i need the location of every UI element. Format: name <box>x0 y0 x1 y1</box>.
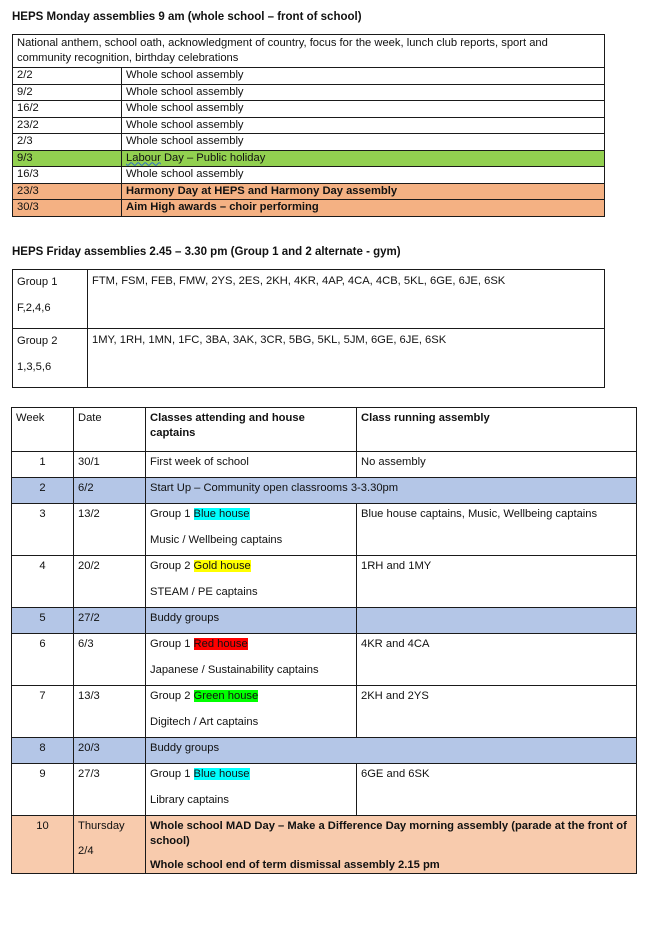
spellcheck-word: Labour <box>126 151 161 164</box>
monday-event: Whole school assembly <box>122 167 605 184</box>
week-classes <box>146 504 357 556</box>
week-number: 6 <box>12 634 74 686</box>
group-cell <box>13 270 88 329</box>
week-running <box>357 608 637 634</box>
table-row <box>13 329 605 388</box>
week-date: 20/3 <box>74 738 146 764</box>
table-row <box>12 738 637 764</box>
monday-event: Whole school assembly <box>122 134 605 151</box>
table-row <box>12 608 637 634</box>
header-week: Week <box>12 408 74 452</box>
table-row <box>12 816 637 874</box>
monday-event: Harmony Day at HEPS and Harmony Day assembly <box>122 183 605 200</box>
house-label: Blue house <box>193 508 250 520</box>
table-row-holiday <box>13 150 605 167</box>
week-number: 5 <box>12 608 74 634</box>
header-date: Date <box>74 408 146 452</box>
captains-label: Library captains <box>150 793 229 806</box>
week-number: 1 <box>12 452 74 478</box>
week-date: 6/3 <box>74 634 146 686</box>
table-row <box>13 134 605 151</box>
week-date <box>74 816 146 874</box>
week-classes: Buddy groups <box>146 608 357 634</box>
house-label: Gold house <box>193 560 251 572</box>
monday-date: 9/2 <box>13 84 122 101</box>
group-classes: 1MY, 1RH, 1MN, 1FC, 3BA, 3AK, 3CR, 5BG, 5KL, 5JM, 6GE, 6JE, 6SK <box>88 329 605 388</box>
week-running: 6GE and 6SK <box>357 764 637 816</box>
week-running: 1RH and 1MY <box>357 556 637 608</box>
table-row <box>12 504 637 556</box>
house-label: Green house <box>193 690 259 702</box>
table-row <box>12 634 637 686</box>
table-row <box>12 764 637 816</box>
week-date: 20/2 <box>74 556 146 608</box>
group-classes: FTM, FSM, FEB, FMW, 2YS, 2ES, 2KH, 4KR, 4AP, 4CA, 4CB, 5KL, 6GE, 6JE, 6SK <box>88 270 605 329</box>
monday-event: Whole school assembly <box>122 101 605 118</box>
table-header-row <box>12 408 637 452</box>
table-row <box>13 68 605 85</box>
table-row <box>12 452 637 478</box>
date-day: Thursday <box>78 820 125 832</box>
monday-date: 23/2 <box>13 117 122 134</box>
table-row <box>13 101 605 118</box>
group-label: Group 1 <box>150 768 194 780</box>
group-years: 1,3,5,6 <box>17 361 52 373</box>
monday-event: Whole school assembly <box>122 68 605 85</box>
table-row <box>12 556 637 608</box>
mad-day-line: Whole school MAD Day – Make a Difference Day morning assembly (parade at the front of school) <box>150 820 627 847</box>
group-cell <box>13 329 88 388</box>
monday-date: 2/2 <box>13 68 122 85</box>
group-name: Group 1 <box>17 276 58 288</box>
table-row <box>12 686 637 738</box>
group-label: Group 1 <box>150 508 194 520</box>
table-row <box>13 167 605 184</box>
week-number: 10 <box>12 816 74 874</box>
header-classes: Classes attending and house captains <box>146 408 357 452</box>
monday-heading: HEPS Monday assemblies 9 am (whole school – front of school) <box>12 11 362 23</box>
group-name: Group 2 <box>17 335 58 347</box>
captains-label: Digitech / Art captains <box>150 715 259 728</box>
week-running: 2KH and 2YS <box>357 686 637 738</box>
group-label: Group 2 <box>150 690 194 702</box>
dismissal-line: Whole school end of term dismissal assembly 2.15 pm <box>150 859 440 872</box>
group-label: Group 2 <box>150 560 194 572</box>
week-date: 13/2 <box>74 504 146 556</box>
week-classes <box>146 556 357 608</box>
captains-label: STEAM / PE captains <box>150 585 258 598</box>
week-number: 9 <box>12 764 74 816</box>
monday-date: 9/3 <box>13 150 122 167</box>
week-number: 3 <box>12 504 74 556</box>
week-date: 27/2 <box>74 608 146 634</box>
week-span-text: Start Up – Community open classrooms 3-3.30pm <box>146 478 637 504</box>
house-label: Red house <box>193 638 248 650</box>
table-row-highlight <box>13 183 605 200</box>
monday-event: Aim High awards – choir performing <box>122 200 605 217</box>
table-row <box>13 117 605 134</box>
week-date: 27/3 <box>74 764 146 816</box>
date-value: 2/4 <box>78 844 94 857</box>
monday-event: Whole school assembly <box>122 84 605 101</box>
week-number: 7 <box>12 686 74 738</box>
house-label: Blue house <box>193 768 250 780</box>
week-running: 4KR and 4CA <box>357 634 637 686</box>
week-classes <box>146 764 357 816</box>
friday-groups-table <box>12 269 605 388</box>
captains-label: Japanese / Sustainability captains <box>150 663 319 676</box>
week-running: No assembly <box>357 452 637 478</box>
event-rest: Day – Public holiday <box>160 151 266 164</box>
table-row-highlight <box>13 200 605 217</box>
week-span-text <box>146 816 637 874</box>
monday-date: 16/3 <box>13 167 122 184</box>
week-date: 6/2 <box>74 478 146 504</box>
monday-date: 23/3 <box>13 183 122 200</box>
monday-date: 2/3 <box>13 134 122 151</box>
header-running: Class running assembly <box>357 408 637 452</box>
week-number: 2 <box>12 478 74 504</box>
table-row <box>13 84 605 101</box>
group-label: Group 1 <box>150 638 194 650</box>
table-row <box>12 478 637 504</box>
monday-event: Whole school assembly <box>122 117 605 134</box>
monday-date: 16/2 <box>13 101 122 118</box>
table-row <box>13 270 605 329</box>
week-running: Blue house captains, Music, Wellbeing captains <box>357 504 637 556</box>
weekly-schedule-table <box>11 407 637 874</box>
week-classes <box>146 634 357 686</box>
week-number: 4 <box>12 556 74 608</box>
group-years: F,2,4,6 <box>17 302 51 314</box>
monday-date: 30/3 <box>13 200 122 217</box>
monday-table <box>12 34 605 217</box>
week-date: 13/3 <box>74 686 146 738</box>
monday-event <box>122 150 605 167</box>
week-number: 8 <box>12 738 74 764</box>
friday-heading: HEPS Friday assemblies 2.45 – 3.30 pm (Group 1 and 2 alternate - gym) <box>12 246 401 258</box>
week-classes: First week of school <box>146 452 357 478</box>
week-date: 30/1 <box>74 452 146 478</box>
week-classes <box>146 686 357 738</box>
captains-label: Music / Wellbeing captains <box>150 533 283 546</box>
week-span-text: Buddy groups <box>146 738 637 764</box>
monday-intro: National anthem, school oath, acknowledgment of country, focus for the week, lunch club reports, sport and community recognition, birthday celebrations <box>13 35 605 68</box>
